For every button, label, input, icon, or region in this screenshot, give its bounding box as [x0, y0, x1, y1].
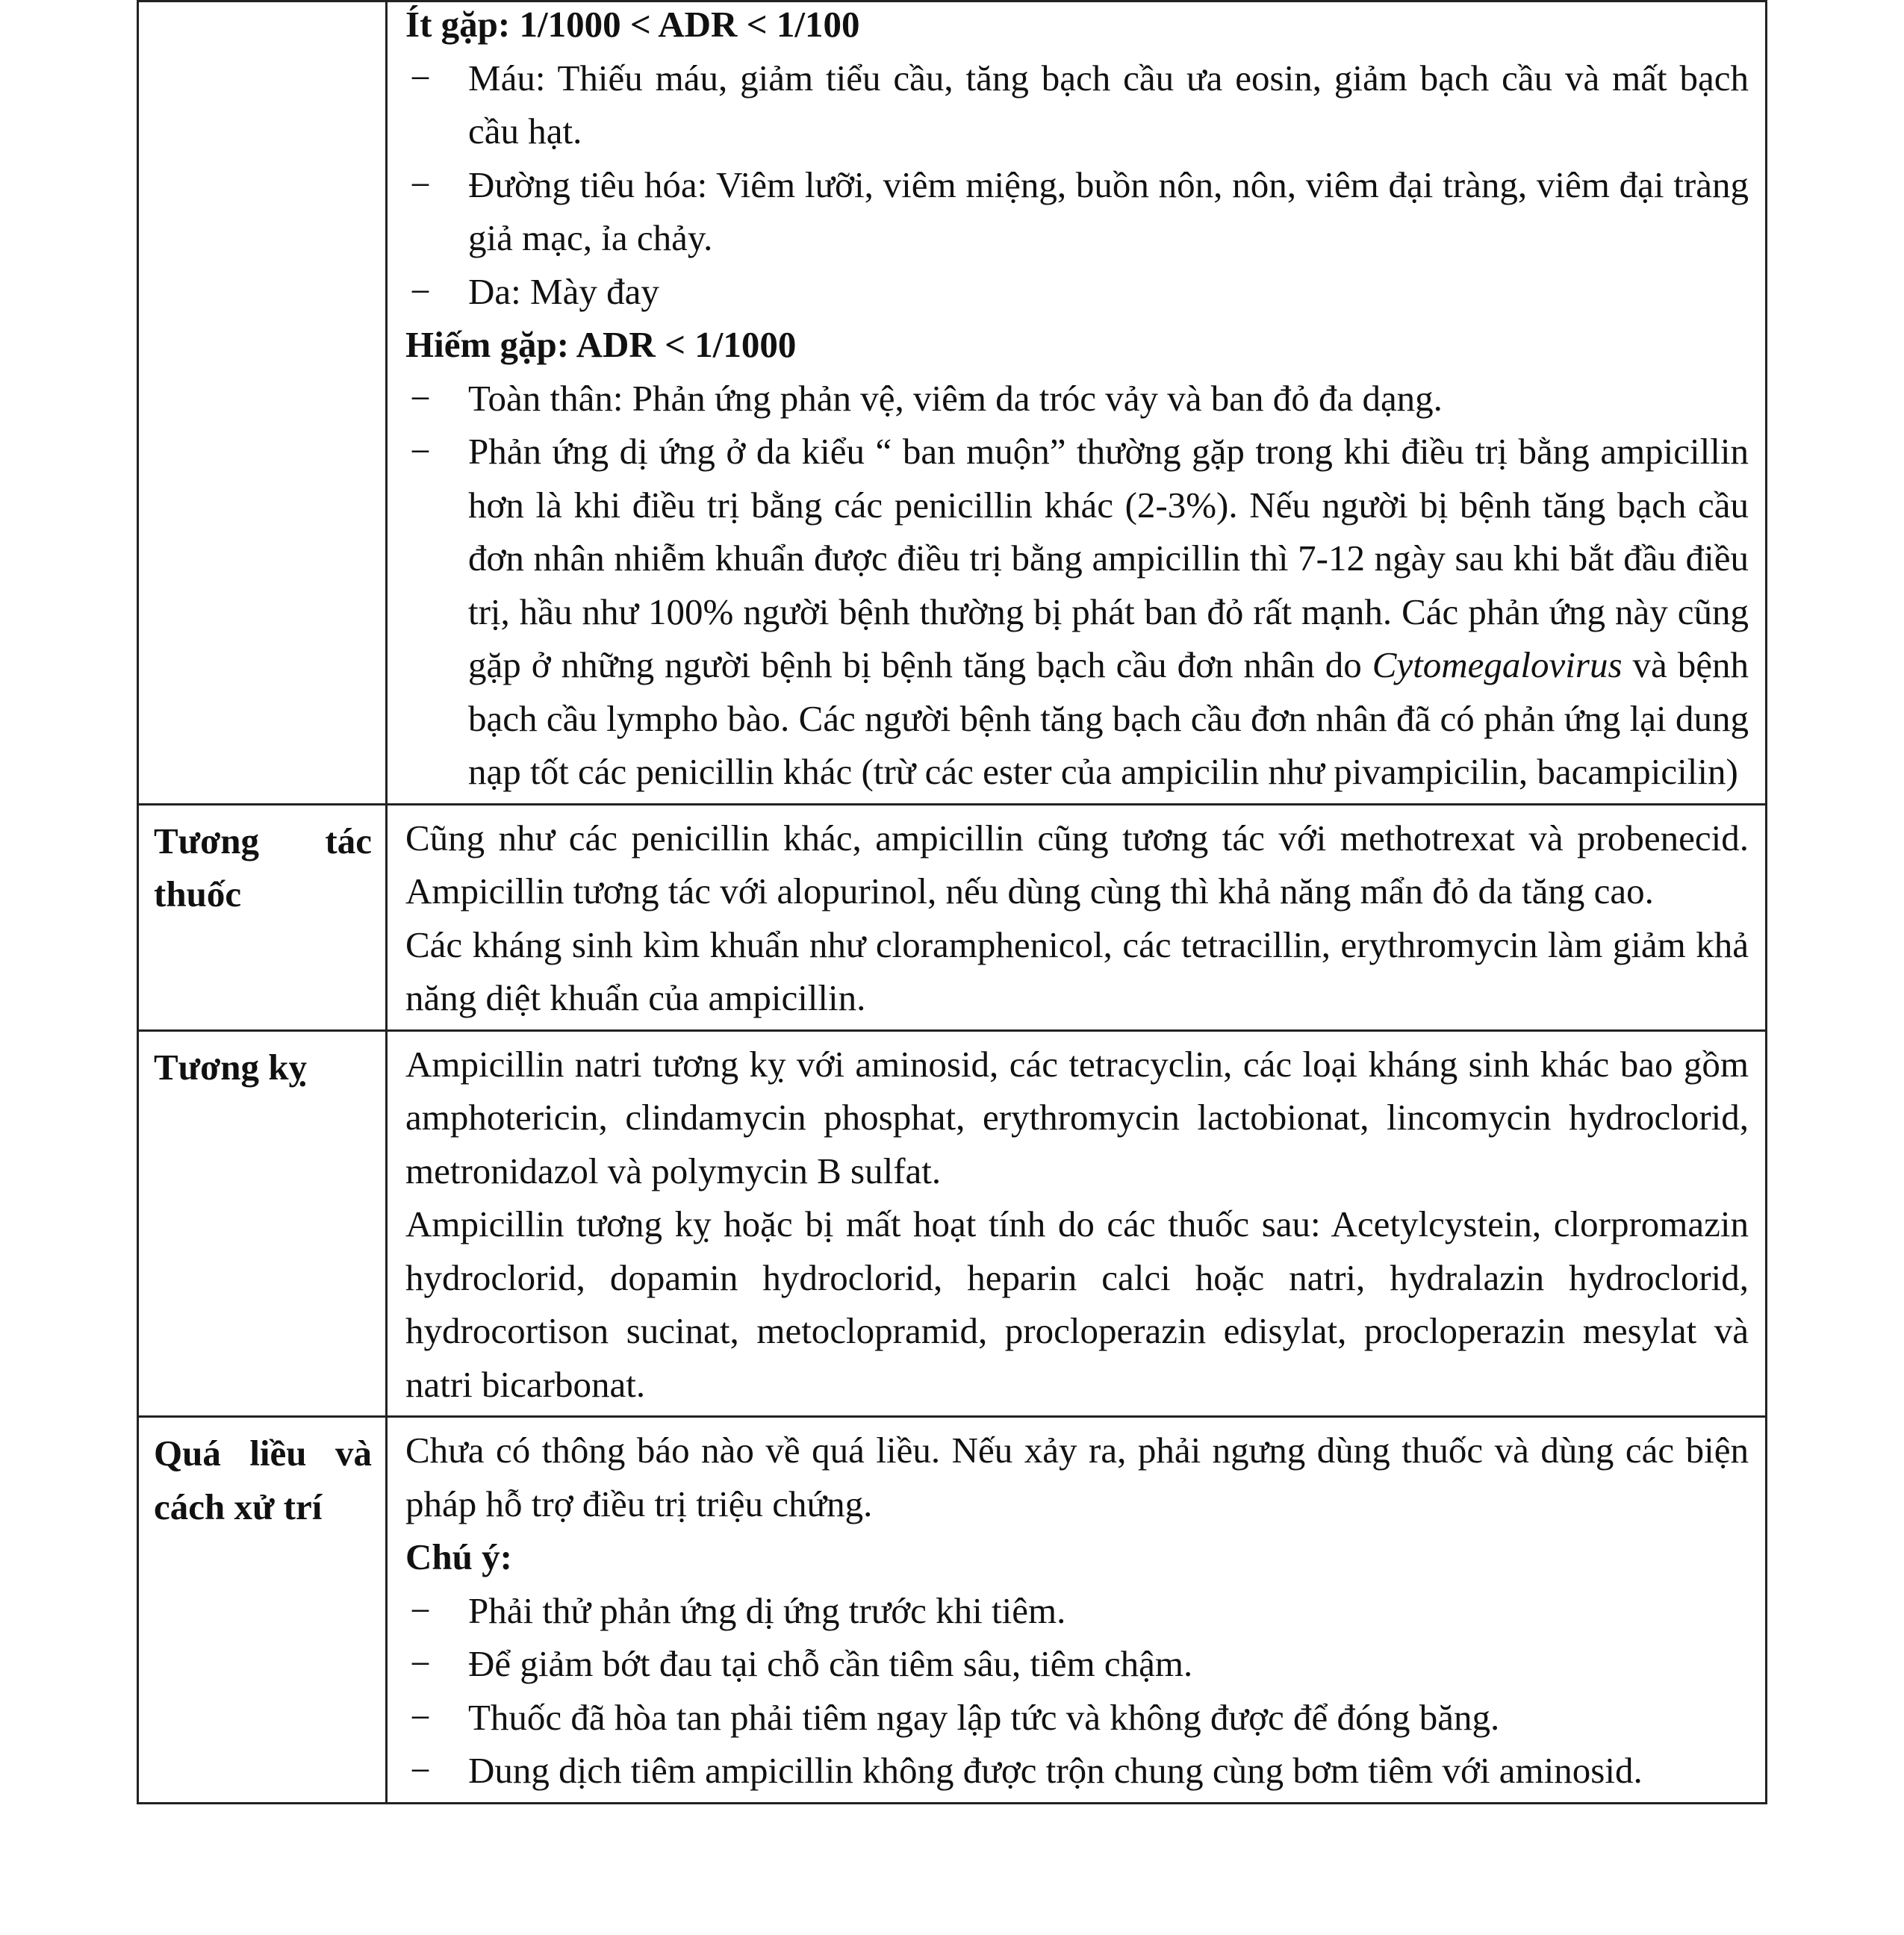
dash-bullet-icon: − [410, 1643, 431, 1684]
dash-list [405, 372, 1749, 799]
row-content [387, 1417, 1767, 1804]
table-row-drug-interactions [138, 804, 1767, 1030]
list-item: − Đường tiêu hóa: Viêm lưỡi, viêm miệng, buồn nôn, nôn, viêm đại tràng, viêm đại tràng giả mạc, ỉa chảy. [405, 158, 1749, 265]
paragraph: Ampicillin tương kỵ hoặc bị mất hoạt tính do các thuốc sau: Acetylcystein, clorpromazin hydroclorid, dopamin hydroclorid, heparin calci hoặc natri, hydralazin hydroclorid, hydrocortison sucinat, metoclopramid, procloperazin edisylat, procloperazin mesylat và natri bicarbonat. [405, 1203, 1749, 1405]
list-item: − Toàn thân: Phản ứng phản vệ, viêm da tróc vảy và ban đỏ đa dạng. [405, 372, 1749, 426]
list-item: − Phản ứng dị ứng ở da kiểu “ ban muộn” thường gặp trong khi điều trị bằng ampicillin hơn là khi điều trị bằng các penicillin khác (2-3%). Nếu người bị bệnh tăng bạch cầu đơn nhân nhiễm khuẩn được điều trị bằng ampicillin thì 7-12 ngày sau khi bắt đầu điều trị, hầu như 100% người bệnh thường bị phát ban đỏ rất mạnh. Các phản ứng này cũng gặp ở những người bệnh bị bệnh tăng bạch cầu đơn nhân do Cytomegalovirus và bệnh bạch cầu lympho bào. Các người bệnh tăng bạch cầu đơn nhân đã có phản ứng lại dung nạp tốt các penicillin khác (trừ các ester của ampicilin như pivampicilin, bacampicilin) [405, 425, 1749, 799]
list-item: − Máu: Thiếu máu, giảm tiểu cầu, tăng bạch cầu ưa eosin, giảm bạch cầu và mất bạch cầu hạt. [405, 52, 1749, 158]
organism-name: Cytomegalovirus [1372, 644, 1623, 685]
paragraph: Cũng như các penicillin khác, ampicillin cũng tương tác với methotrexat và probenecid. Ampicillin tương tác với alopurinol, nếu dùng cùng thì khả năng mẩn đỏ da tăng cao. [405, 817, 1749, 912]
paragraph: Các kháng sinh kìm khuẩn như cloramphenicol, các tetracillin, erythromycin làm giảm khả năng diệt khuẩn của ampicillin. [405, 923, 1749, 1018]
note-heading: Chú ý: [405, 1536, 512, 1577]
list-item: − Phải thử phản ứng dị ứng trước khi tiêm. [405, 1584, 1749, 1638]
list-item: − Dung dịch tiêm ampicillin không được trộn chung cùng bơm tiêm với aminosid. [405, 1744, 1749, 1798]
table-row-adverse-reactions [138, 1, 1767, 805]
paragraph: Ampicillin natri tương kỵ với aminosid, các tetracyclin, các loại kháng sinh khác bao gồm amphotericin, clindamycin phosphat, erythromycin lactobionat, lincomycin hydroclorid, metronidazol và polymycin B sulfat. [405, 1043, 1749, 1191]
dash-list [405, 1584, 1749, 1798]
dash-list [405, 52, 1749, 319]
dash-bullet-icon: − [410, 1750, 431, 1791]
dash-bullet-icon: − [410, 163, 431, 205]
row-label [138, 1, 387, 805]
dash-bullet-icon: − [410, 377, 431, 419]
row-content [387, 1030, 1767, 1417]
frequency-heading-rare: Hiếm gặp: ADR < 1/1000 [405, 324, 797, 365]
dash-bullet-icon: − [410, 57, 431, 99]
row-content [387, 1, 1767, 805]
dash-bullet-icon: − [410, 270, 431, 312]
dash-bullet-icon: − [410, 431, 431, 472]
paragraph: Chưa có thông báo nào về quá liều. Nếu xảy ra, phải ngưng dùng thuốc và dùng các biện pháp hỗ trợ điều trị triệu chứng. [405, 1430, 1749, 1524]
row-content [387, 804, 1767, 1030]
dash-bullet-icon: − [410, 1696, 431, 1738]
table-row-overdose [138, 1417, 1767, 1804]
table-row-incompatibilities [138, 1030, 1767, 1417]
list-item: − Để giảm bớt đau tại chỗ cần tiêm sâu, tiêm chậm. [405, 1637, 1749, 1691]
frequency-heading-uncommon: Ít gặp: 1/1000 < ADR < 1/100 [405, 4, 860, 45]
list-item: − Da: Mày đay [405, 265, 1749, 319]
row-label: Tương kỵ [138, 1030, 387, 1417]
list-item: − Thuốc đã hòa tan phải tiêm ngay lập tức và không được để đóng băng. [405, 1691, 1749, 1745]
row-label: Quá liều và cách xử trí [138, 1417, 387, 1804]
drug-info-table [137, 0, 1767, 1804]
row-label: Tương tác thuốc [138, 804, 387, 1030]
dash-bullet-icon: − [410, 1589, 431, 1631]
